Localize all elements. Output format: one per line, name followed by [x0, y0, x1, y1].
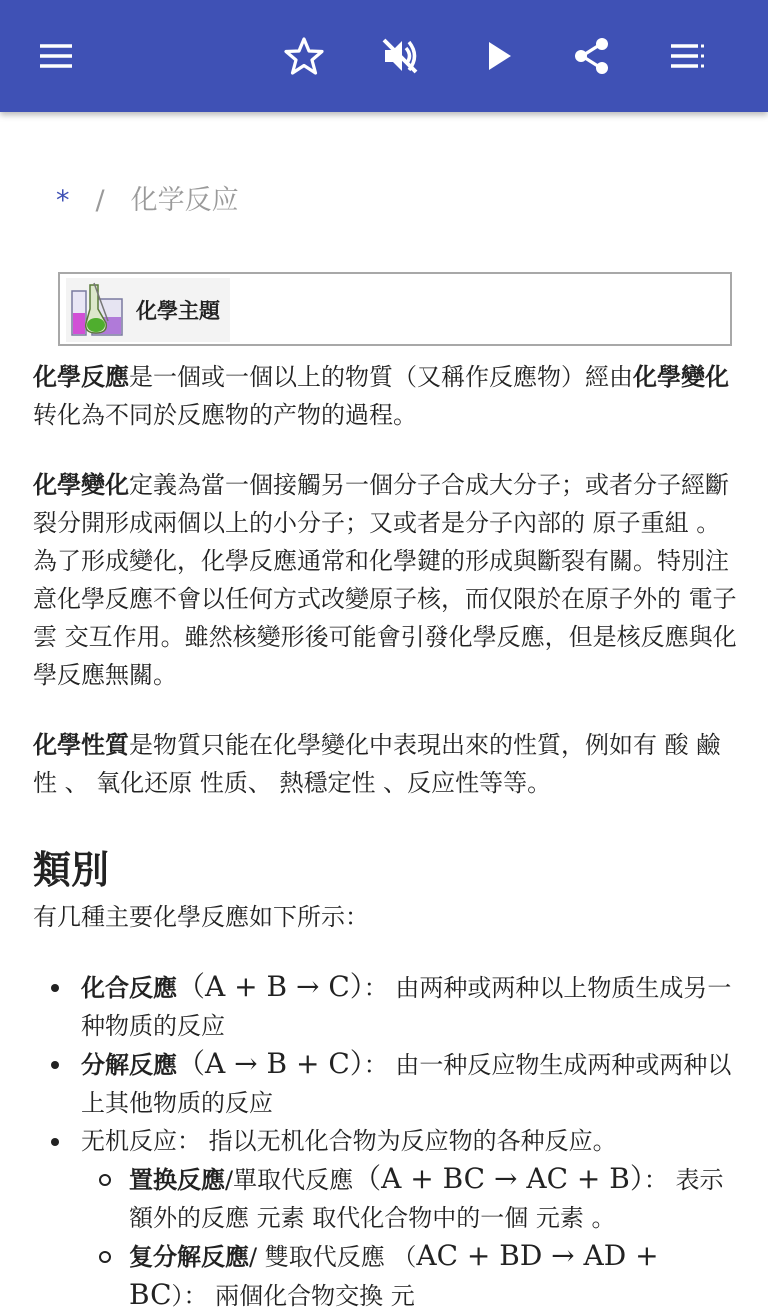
contents-button[interactable] [660, 28, 716, 84]
sub-list-item [81, 1237, 737, 1315]
play-button[interactable] [470, 28, 526, 84]
article-body [33, 358, 737, 1315]
list-item-text: ）： 兩個化合物交換 元 [171, 1282, 415, 1310]
list-item [33, 968, 737, 1045]
formula: AC + BD → AD + BC [129, 1239, 659, 1311]
formula: （A → B + C） [177, 1047, 364, 1080]
list-item-text: ： 表示額外的反應 元素 取代化合物中的一個 元素 。 [129, 1166, 724, 1232]
formula: （A + B → C） [177, 970, 364, 1003]
bold-term: 复分解反應 [129, 1243, 249, 1271]
paragraph-chemical-property [33, 726, 737, 802]
topic-portal-box [58, 272, 732, 346]
chemistry-flask-icon [68, 281, 126, 339]
bold-term: 化學變化 [33, 471, 129, 499]
list-item-text: ： 由两种或两种以上物质生成另一种物质的反应 [81, 974, 732, 1040]
paragraph-intro [33, 358, 737, 434]
topic-label: 化學主題 [136, 299, 220, 323]
bold-term: 化學反應 [33, 363, 129, 391]
topic-portal-link[interactable] [66, 278, 230, 342]
bold-term: 化合反應 [81, 974, 177, 1002]
paragraph-text: 定義為當一個接觸另一個分子合成大分子；或者分子經斷裂分開形成兩個以上的小分子；又或者是分子內部的 原子重組 。為了形成變化，化學反應通常和化學鍵的形成與斷裂有關。特別注意化學反應不會以任何方式改變原子核，而仅限於在原子外的 電子雲 交互作用。雖然核變形後可能會引發化學反應，但是核反應與化學反應無關。 [33, 471, 737, 689]
app-bar [0, 0, 768, 112]
star-outline-icon [284, 36, 324, 76]
list-item-text: /單取代反應 [225, 1166, 354, 1194]
bold-term: 化學變化 [633, 363, 729, 391]
menu-button[interactable] [28, 28, 84, 84]
paragraph-chemical-change [33, 466, 737, 694]
paragraph-text: 转化為不同於反應物的产物的過程。 [33, 401, 417, 429]
volume-off-icon [380, 36, 420, 76]
types-intro: 有几種主要化學反應如下所示： [33, 903, 369, 931]
inorganic-sublist [81, 1160, 737, 1315]
breadcrumb-home-link[interactable]: * [56, 185, 70, 216]
list-item-text: / 雙取代反應 （ [249, 1243, 417, 1271]
list-item [33, 1122, 737, 1315]
list-item-text: ： 由一种反应物生成两种或两种以上其他物质的反应 [81, 1051, 732, 1117]
mute-button[interactable] [372, 28, 428, 84]
favorite-button[interactable] [276, 28, 332, 84]
bold-term: 化學性質 [33, 731, 129, 759]
paragraph-text: 是一個或一個以上的物質（又稱作反應物）經由 [129, 363, 633, 391]
section-heading-types: 類別 [33, 848, 110, 892]
share-icon [572, 36, 612, 76]
menu-icon [36, 36, 76, 76]
share-button[interactable] [564, 28, 620, 84]
paragraph-text: 是物質只能在化學變化中表現出來的性質，例如有 酸 鹼性 、 氧化还原 性质、 熱穩定性 、反应性等等。 [33, 731, 721, 797]
breadcrumb [56, 178, 239, 217]
bold-term: 分解反應 [81, 1051, 177, 1079]
formula: （A + BC → AC + B） [353, 1162, 644, 1195]
bold-term: 置换反應 [129, 1166, 225, 1194]
list-item-text: 无机反应： 指以无机化合物为反应物的各种反应。 [81, 1127, 617, 1155]
play-icon [478, 36, 518, 76]
reaction-types-list [33, 968, 737, 1315]
breadcrumb-current: 化学反应 [130, 185, 239, 216]
breadcrumb-separator: / [95, 185, 105, 216]
sub-list-item [81, 1160, 737, 1237]
list-icon [668, 36, 708, 76]
list-item [33, 1045, 737, 1122]
